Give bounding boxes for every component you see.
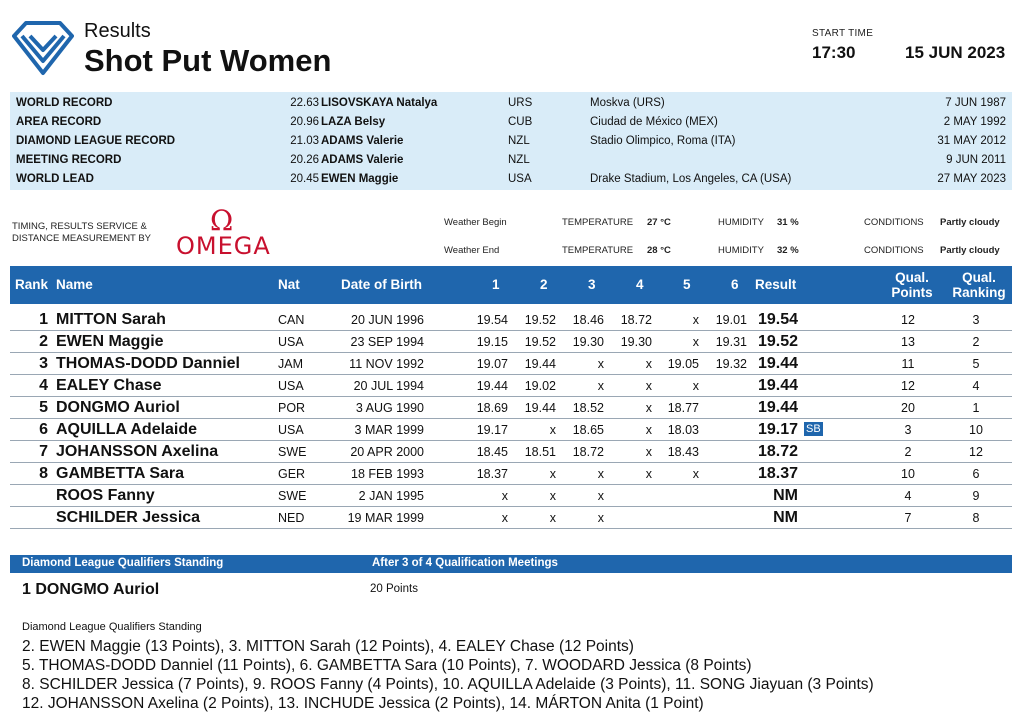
cell-dob: 20 JUL 1994	[353, 379, 424, 393]
cell-name: ROOS Fanny	[56, 487, 155, 504]
cell-attempt-1: 18.45	[476, 445, 508, 459]
cell-nat: NED	[278, 511, 305, 525]
record-holder: LISOVSKAYA Natalya	[321, 97, 438, 109]
cell-qual-ranking: 6	[972, 467, 980, 481]
cell-rank: 5	[39, 399, 48, 416]
conditions-end-value: Partly cloudy	[940, 245, 1000, 256]
cell-nat: USA	[278, 335, 304, 349]
cell-attempt-4: x	[645, 401, 652, 415]
cell-attempt-2: 19.44	[524, 357, 556, 371]
cell-result: 19.52	[757, 333, 798, 350]
col-header-attempt-5: 5	[683, 277, 691, 292]
cell-attempt-4: x	[645, 379, 652, 393]
cell-attempt-5: x	[692, 313, 699, 327]
cell-dob: 20 APR 2000	[350, 445, 424, 459]
record-type: AREA RECORD	[16, 116, 102, 128]
humidity-begin-value: 31 %	[777, 217, 799, 228]
cell-attempt-3: 18.46	[572, 313, 604, 327]
cell-dob: 20 JUN 1996	[351, 313, 424, 327]
conditions-label: CONDITIONS	[864, 245, 924, 256]
record-row	[10, 151, 1012, 170]
cell-attempt-1: 18.69	[476, 401, 508, 415]
col-header-qual-points: Qual. Points	[891, 270, 933, 300]
table-row	[10, 507, 1012, 529]
cell-nat: SWE	[278, 445, 307, 459]
cell-attempt-1: 19.44	[476, 379, 508, 393]
cell-attempt-2: x	[549, 489, 556, 503]
start-time: 17:30	[812, 43, 856, 62]
dl-leader-points: 20 Points	[370, 583, 418, 595]
cell-qual-ranking: 9	[972, 489, 980, 503]
dl-bar-subtitle: After 3 of 4 Qualification Meetings	[372, 557, 558, 569]
cell-attempt-5: x	[692, 467, 699, 481]
cell-qual-points: 10	[901, 467, 915, 481]
timing-label-line: DISTANCE MEASUREMENT BY	[12, 233, 152, 244]
cell-dob: 2 JAN 1995	[358, 489, 424, 503]
record-date: 31 MAY 2012	[937, 135, 1006, 147]
record-venue: Ciudad de México (MEX)	[590, 116, 718, 128]
cell-attempt-1: 19.17	[476, 423, 508, 437]
col-header-attempt-4: 4	[636, 277, 644, 292]
table-row	[10, 441, 1012, 463]
cell-name: SCHILDER Jessica	[56, 509, 201, 526]
record-mark: 20.26	[290, 154, 319, 166]
humidity-label: HUMIDITY	[718, 245, 764, 256]
start-time-label: START TIME	[812, 28, 874, 39]
record-nat: USA	[508, 173, 532, 185]
cell-name: DONGMO Auriol	[56, 399, 180, 416]
dl-leader: 1 DONGMO Auriol	[22, 581, 160, 598]
cell-qual-ranking: 10	[969, 423, 983, 437]
cell-rank: 8	[39, 465, 48, 482]
record-holder: ADAMS Valerie	[321, 135, 404, 147]
cell-dob: 18 FEB 1993	[351, 467, 424, 481]
cell-attempt-5: 19.05	[667, 357, 699, 371]
cell-qual-points: 12	[901, 379, 915, 393]
cell-qual-points: 7	[904, 511, 912, 525]
timing-label	[12, 221, 151, 245]
page-title: Shot Put Women	[84, 43, 332, 78]
cell-attempt-3: x	[597, 379, 604, 393]
cell-attempt-2: 19.52	[524, 335, 556, 349]
cell-dob: 3 AUG 1990	[355, 401, 424, 415]
cell-rank: 3	[39, 355, 48, 372]
cell-attempt-4: 18.72	[620, 313, 652, 327]
temperature-begin-value: 27 °C	[647, 217, 671, 228]
dl-bar-title: Diamond League Qualifiers Standing	[22, 557, 224, 569]
cell-qual-points: 13	[901, 335, 915, 349]
record-date: 27 MAY 2023	[937, 173, 1006, 185]
cell-result: NM	[773, 487, 798, 504]
cell-nat: USA	[278, 423, 304, 437]
cell-attempt-5: x	[692, 335, 699, 349]
temperature-label: TEMPERATURE	[562, 245, 634, 256]
cell-rank: 4	[39, 377, 48, 394]
cell-name: AQUILLA Adelaide	[56, 421, 198, 438]
diamond-league-logo-icon	[12, 20, 74, 76]
table-row	[10, 375, 1012, 397]
cell-attempt-4: x	[645, 445, 652, 459]
table-row	[10, 353, 1012, 375]
cell-result: NM	[773, 509, 798, 526]
col-header-dob: Date of Birth	[341, 277, 422, 292]
humidity-label: HUMIDITY	[718, 217, 764, 228]
cell-nat: CAN	[278, 313, 305, 327]
cell-attempt-3: x	[597, 467, 604, 481]
cell-nat: JAM	[278, 357, 303, 371]
cell-qual-points: 3	[904, 423, 912, 437]
cell-attempt-1: 19.15	[476, 335, 508, 349]
cell-attempt-3: x	[597, 357, 604, 371]
results-table-header	[10, 266, 1012, 304]
cell-nat: SWE	[278, 489, 307, 503]
cell-name: JOHANSSON Axelina	[56, 443, 219, 460]
cell-qual-points: 4	[904, 489, 912, 503]
cell-attempt-4: x	[645, 467, 652, 481]
table-row	[10, 463, 1012, 485]
record-holder: ADAMS Valerie	[321, 154, 404, 166]
conditions-begin-value: Partly cloudy	[940, 217, 1000, 228]
dl-standing-line: 2. EWEN Maggie (13 Points), 3. MITTON Sarah (12 Points), 4. EALEY Chase (12 Points)	[22, 638, 634, 655]
page-subtitle: Results	[84, 20, 151, 42]
record-date: 2 MAY 1992	[943, 116, 1006, 128]
cell-nat: POR	[278, 401, 306, 415]
col-header-attempt-3: 3	[588, 277, 596, 292]
cell-qual-ranking: 5	[972, 357, 980, 371]
cell-qual-ranking: 3	[972, 313, 980, 327]
cell-attempt-2: x	[549, 423, 556, 437]
dl-standing-line: 5. THOMAS-DODD Danniel (11 Points), 6. GAMBETTA Sara (10 Points), 7. WOODARD Jessica (8 Points)	[22, 657, 752, 674]
cell-name: EALEY Chase	[56, 377, 162, 394]
cell-attempt-3: x	[597, 489, 604, 503]
cell-attempt-1: 18.37	[476, 467, 508, 481]
col-header-attempt-1: 1	[492, 277, 500, 292]
cell-rank: 1	[39, 311, 48, 328]
conditions-label: CONDITIONS	[864, 217, 924, 228]
cell-qual-points: 12	[901, 313, 915, 327]
record-row	[10, 170, 1012, 189]
record-nat: CUB	[508, 116, 533, 128]
cell-qual-points: 20	[901, 401, 915, 415]
cell-qual-ranking: 4	[972, 379, 980, 393]
weather-begin-label: Weather Begin	[444, 217, 507, 228]
omega-logo-text: OMEGA	[176, 232, 271, 260]
record-type: DIAMOND LEAGUE RECORD	[16, 135, 176, 147]
cell-dob: 23 SEP 1994	[350, 335, 424, 349]
col-header-attempt-2: 2	[540, 277, 548, 292]
cell-attempt-2: 19.02	[524, 379, 556, 393]
cell-dob: 19 MAR 1999	[347, 511, 424, 525]
dl-standing-line: 8. SCHILDER Jessica (7 Points), 9. ROOS Fanny (4 Points), 10. AQUILLA Adelaide (3 Points), 11. SONG Jiayuan (3 Points)	[22, 676, 874, 693]
cell-attempt-2: 19.44	[524, 401, 556, 415]
record-venue: Stadio Olimpico, Roma (ITA)	[590, 135, 736, 147]
col-header-result: Result	[755, 277, 797, 292]
cell-dob: 3 MAR 1999	[354, 423, 424, 437]
omega-logo-icon: Ω	[210, 204, 234, 237]
record-venue: Drake Stadium, Los Angeles, CA (USA)	[590, 173, 792, 185]
cell-qual-ranking: 8	[972, 511, 980, 525]
record-mark: 21.03	[290, 135, 319, 147]
cell-attempt-4: x	[645, 423, 652, 437]
col-header-qual-ranking: Qual. Ranking	[952, 270, 1006, 300]
timing-label-line: TIMING, RESULTS SERVICE &	[12, 221, 147, 232]
record-row	[10, 94, 1012, 113]
table-row	[10, 397, 1012, 419]
col-header-attempt-6: 6	[731, 277, 739, 292]
record-type: MEETING RECORD	[16, 154, 122, 166]
cell-attempt-5: 18.43	[667, 445, 699, 459]
cell-attempt-1: x	[501, 489, 508, 503]
cell-qual-points: 11	[901, 357, 915, 371]
cell-attempt-4: x	[645, 357, 652, 371]
temperature-label: TEMPERATURE	[562, 217, 634, 228]
cell-attempt-6: 19.32	[715, 357, 747, 371]
record-row	[10, 113, 1012, 132]
cell-result: 18.72	[757, 443, 798, 460]
cell-attempt-5: 18.77	[667, 401, 699, 415]
cell-name: EWEN Maggie	[56, 333, 164, 350]
cell-result: 19.44	[757, 399, 798, 416]
col-header-rank: Rank	[15, 277, 49, 292]
cell-nat: GER	[278, 467, 306, 481]
cell-rank: 2	[39, 333, 48, 350]
table-row	[10, 485, 1012, 507]
cell-attempt-5: x	[692, 379, 699, 393]
table-row	[10, 331, 1012, 353]
cell-rank: 6	[39, 421, 48, 438]
cell-attempt-4: 19.30	[620, 335, 652, 349]
cell-dob: 11 NOV 1992	[349, 357, 424, 371]
cell-attempt-1: 19.54	[476, 313, 508, 327]
cell-attempt-3: 19.30	[572, 335, 604, 349]
cell-attempt-3: 18.65	[572, 423, 604, 437]
cell-nat: USA	[278, 379, 304, 393]
record-nat: NZL	[508, 154, 530, 166]
cell-result: 19.17	[757, 421, 798, 438]
record-date: 9 JUN 2011	[946, 154, 1006, 166]
season-best-badge: SB	[806, 423, 821, 435]
cell-result: 19.44	[757, 355, 798, 372]
temperature-end-value: 28 °C	[647, 245, 671, 256]
cell-attempt-3: x	[597, 511, 604, 525]
dl-standing-label: Diamond League Qualifiers Standing	[22, 621, 202, 633]
record-mark: 20.96	[290, 116, 319, 128]
diamond-league-bar	[10, 555, 1012, 573]
humidity-end-value: 32 %	[777, 245, 799, 256]
cell-attempt-2: x	[549, 511, 556, 525]
cell-attempt-6: 19.31	[715, 335, 747, 349]
table-row	[10, 419, 1012, 441]
cell-attempt-1: x	[501, 511, 508, 525]
record-type: WORLD LEAD	[16, 173, 94, 185]
record-type: WORLD RECORD	[16, 97, 113, 109]
dl-standing-line: 12. JOHANSSON Axelina (2 Points), 13. INCHUDE Jessica (2 Points), 14. MÁRTON Anita (1 Point)	[22, 695, 704, 712]
table-row	[10, 309, 1012, 331]
record-holder: EWEN Maggie	[321, 173, 399, 185]
cell-qual-ranking: 1	[972, 401, 980, 415]
records-panel	[10, 92, 1012, 190]
record-date: 7 JUN 1987	[945, 97, 1006, 109]
cell-result: 18.37	[757, 465, 798, 482]
cell-attempt-3: 18.72	[572, 445, 604, 459]
weather-end-label: Weather End	[444, 245, 500, 256]
event-date: 15 JUN 2023	[905, 43, 1006, 62]
record-row	[10, 132, 1012, 151]
cell-attempt-1: 19.07	[476, 357, 508, 371]
cell-qual-ranking: 2	[972, 335, 980, 349]
cell-qual-ranking: 12	[969, 445, 983, 459]
cell-attempt-5: 18.03	[667, 423, 699, 437]
cell-name: MITTON Sarah	[56, 311, 166, 328]
cell-rank: 7	[39, 443, 48, 460]
record-nat: NZL	[508, 135, 530, 147]
cell-attempt-2: 19.52	[524, 313, 556, 327]
record-venue: Moskva (URS)	[590, 97, 665, 109]
cell-attempt-2: 18.51	[524, 445, 556, 459]
cell-attempt-2: x	[549, 467, 556, 481]
col-header-name: Name	[56, 277, 93, 292]
record-nat: URS	[508, 97, 533, 109]
cell-attempt-6: 19.01	[715, 313, 747, 327]
col-header-nat: Nat	[278, 277, 300, 292]
record-mark: 22.63	[290, 97, 319, 109]
record-holder: LAZA Belsy	[321, 116, 386, 128]
cell-name: THOMAS-DODD Danniel	[56, 355, 240, 372]
cell-attempt-3: 18.52	[572, 401, 604, 415]
cell-name: GAMBETTA Sara	[56, 465, 185, 482]
cell-qual-points: 2	[904, 445, 912, 459]
cell-result: 19.44	[757, 377, 798, 394]
record-mark: 20.45	[290, 173, 319, 185]
cell-result: 19.54	[757, 311, 798, 328]
